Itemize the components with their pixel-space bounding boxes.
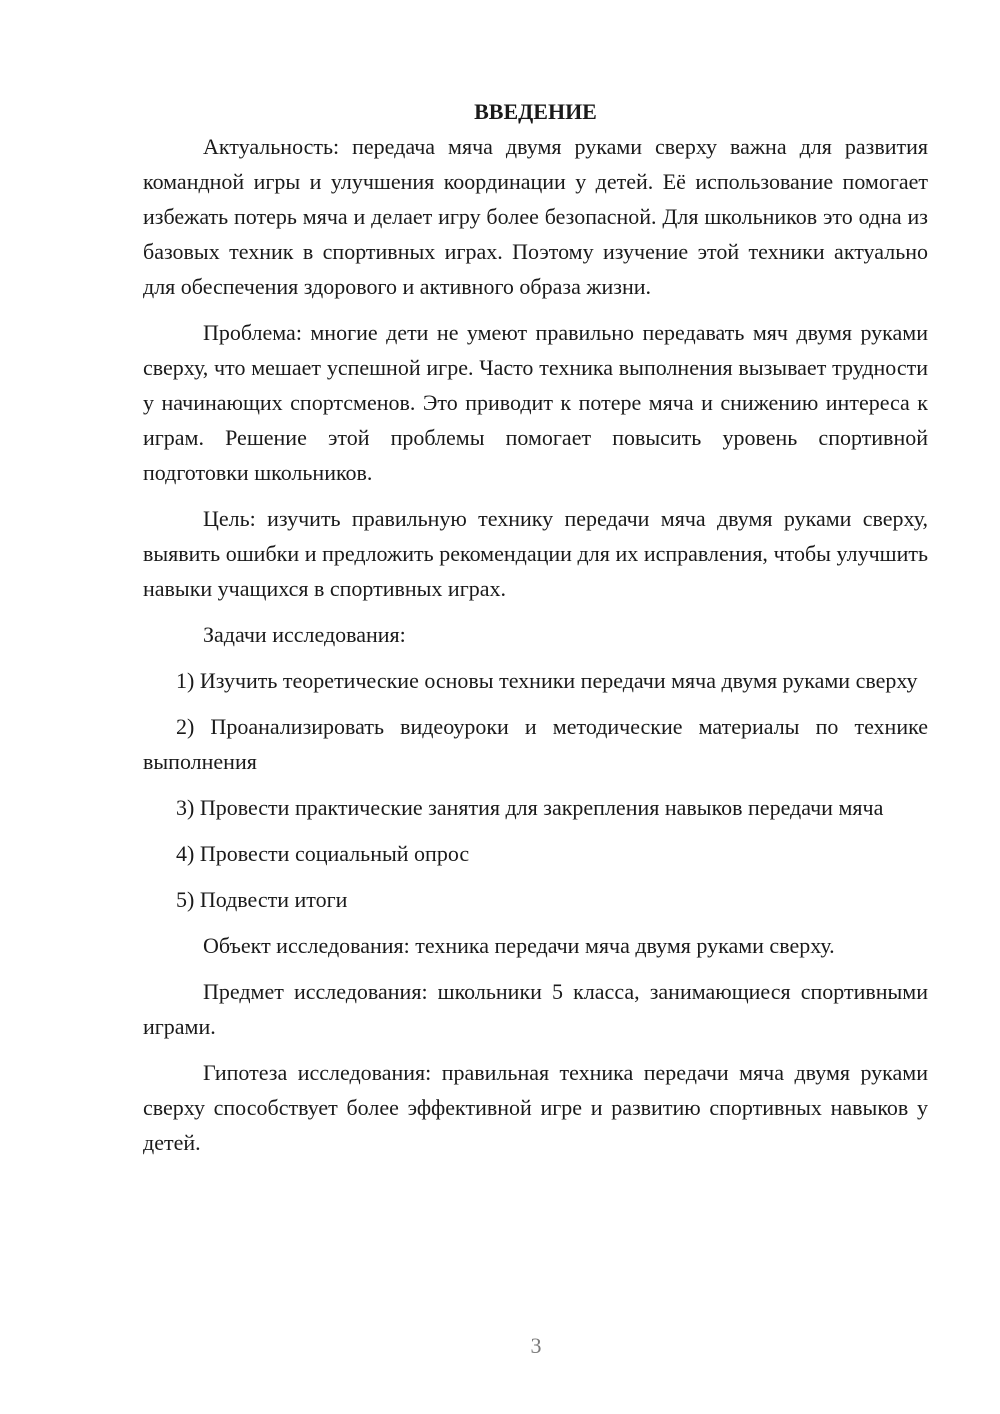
task-item-4: 4) Провести социальный опрос — [176, 841, 470, 866]
task-item-5: 5) Подвести итоги — [176, 887, 348, 912]
document-body — [143, 94, 928, 1171]
section-heading: ВВЕДЕНИЕ — [474, 99, 597, 124]
task-item-3: 3) Провести практические занятия для закрепления навыков передачи мяча — [176, 795, 884, 820]
page-number: 3 — [530, 1333, 542, 1358]
tasks-title: Задачи исследования: — [203, 622, 406, 647]
hypothesis-paragraph: Гипотеза исследования: правильная техника передачи мяча двумя руками сверху способствует более эффективной игре и развитию спортивных навыков у детей. — [143, 1060, 928, 1155]
task-item-2: 2) Проанализировать видеоуроки и методические материалы по технике выполнения — [143, 714, 928, 774]
problem-paragraph: Проблема: многие дети не умеют правильно передавать мяч двумя руками сверху, что мешает успешной игре. Часто техника выполнения вызывает трудности у начинающих спортсменов. Это приводит к потере мяча и снижению интереса к играм. Решение этой проблемы помогает повысить уровень спортивной подготовки школьников. — [143, 320, 928, 485]
task-item-1: 1) Изучить теоретические основы техники передачи мяча двумя руками сверху — [176, 668, 918, 693]
object-paragraph: Объект исследования: техника передачи мяча двумя руками сверху. — [203, 933, 835, 958]
relevance-paragraph: Актуальность: передача мяча двумя руками сверху важна для развития командной игры и улучшения координации у детей. Её использование помогает избежать потерь мяча и делает игру более безопасной. Для школьников это одна из базовых техник в спортивных играх. Поэтому изучение этой техники актуально для обеспечения здорового и активного образа жизни. — [143, 134, 928, 299]
goal-paragraph: Цель: изучить правильную технику передачи мяча двумя руками сверху, выявить ошибки и предложить рекомендации для их исправления, чтобы улучшить навыки учащихся в спортивных играх. — [143, 506, 928, 601]
subject-paragraph: Предмет исследования: школьники 5 класса, занимающиеся спортивными играми. — [143, 979, 928, 1039]
